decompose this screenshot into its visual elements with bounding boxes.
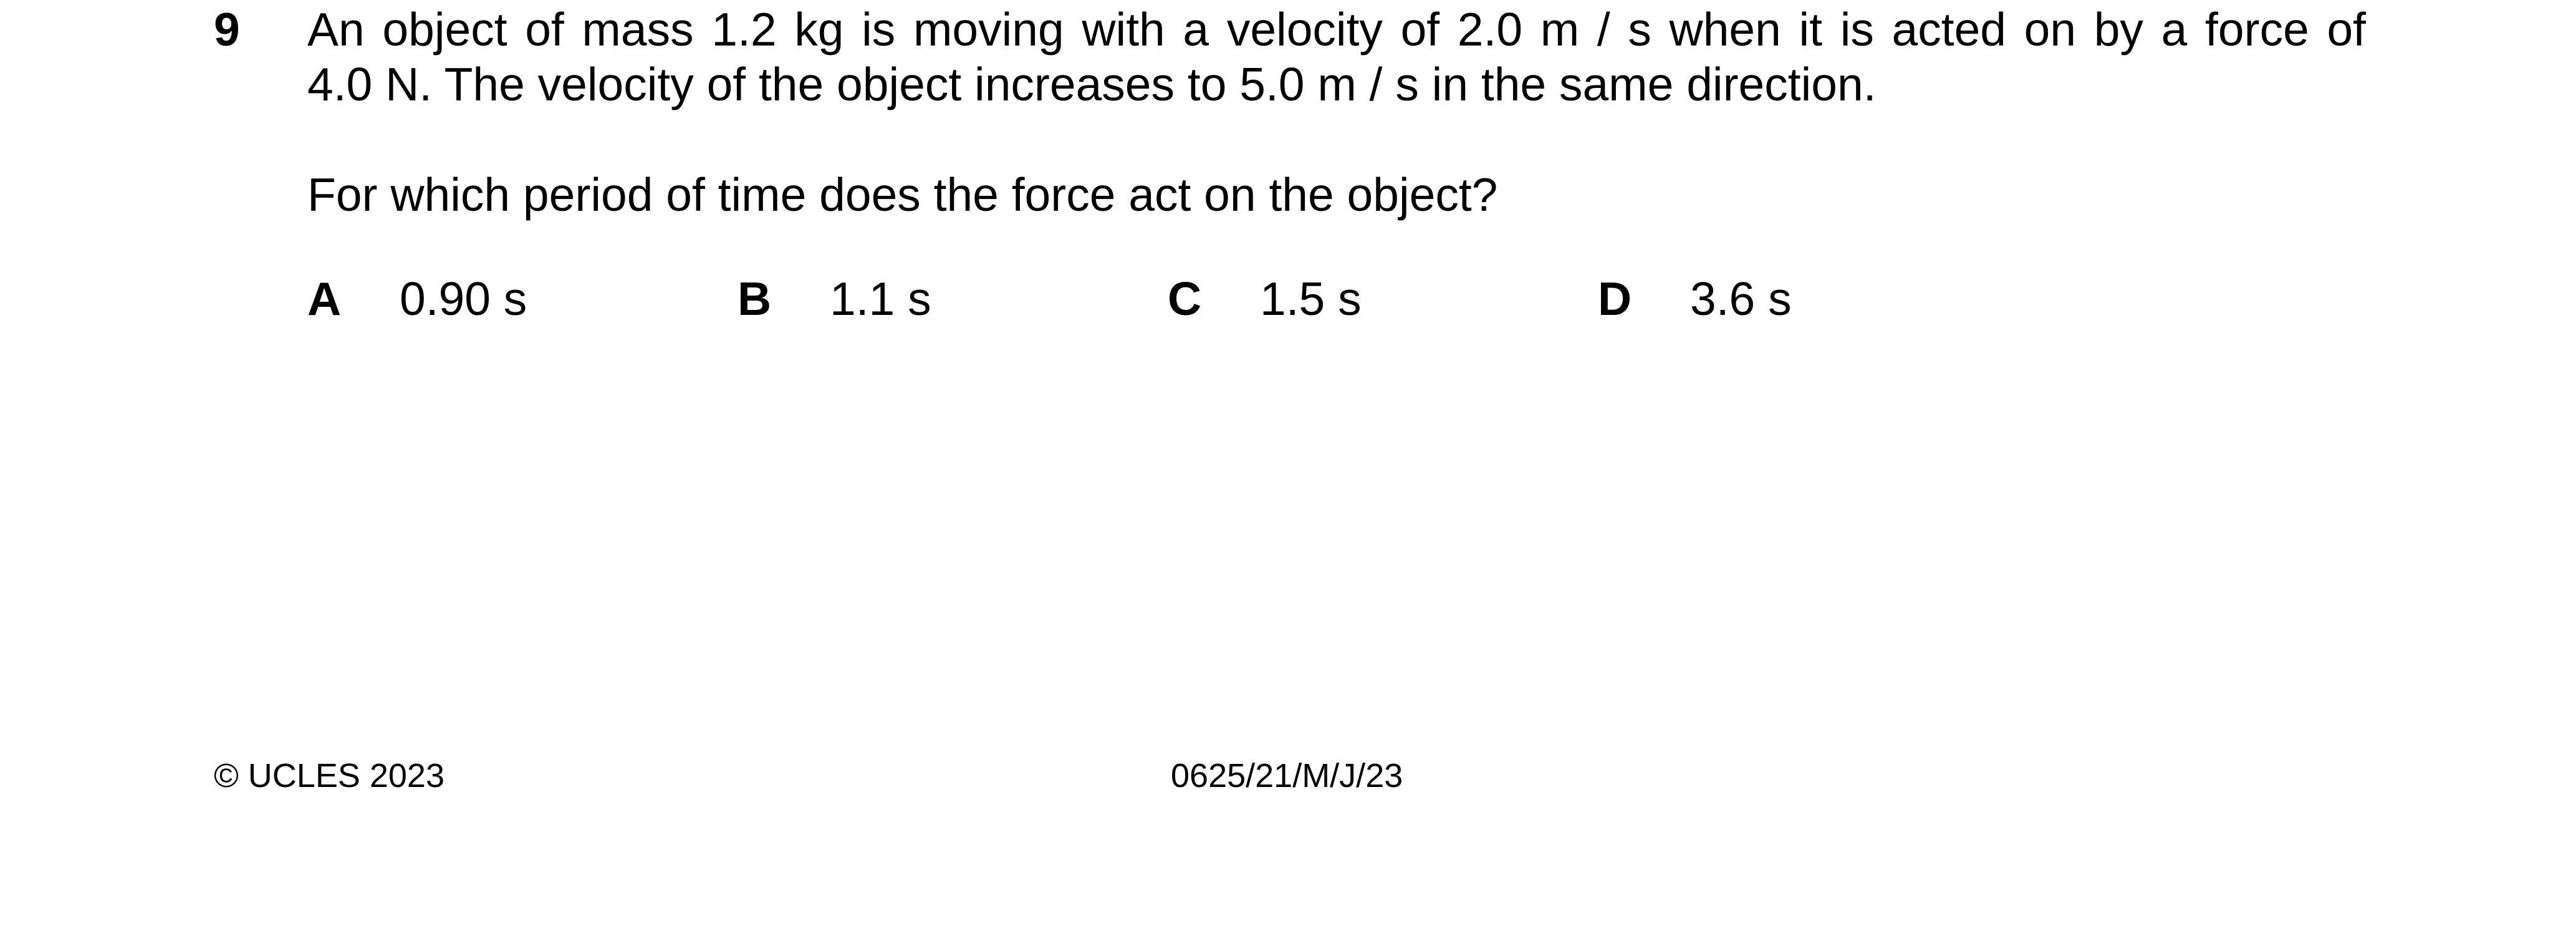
option-value: 1.1 s bbox=[830, 273, 931, 325]
footer-copyright: © UCLES 2023 bbox=[214, 757, 445, 794]
question-stem-line-2: 4.0 N. The velocity of the object increases to 5.0 m / s in the same direction. bbox=[307, 58, 1877, 110]
option-letter: C bbox=[1168, 273, 1202, 325]
question-number: 9 bbox=[214, 3, 240, 56]
option-value: 3.6 s bbox=[1690, 273, 1792, 325]
option-value: 0.90 s bbox=[400, 273, 527, 325]
option-letter: D bbox=[1598, 273, 1632, 325]
option-letter: A bbox=[307, 273, 342, 325]
option-value: 1.5 s bbox=[1260, 273, 1362, 325]
option-letter: B bbox=[738, 273, 772, 325]
question-stem-line-1: An object of mass 1.2 kg is moving with a velocity of 2.0 m / s when it is acted on by a force of bbox=[307, 3, 2366, 56]
footer-paper-code: 0625/21/M/J/23 bbox=[1171, 757, 1403, 794]
question-prompt: For which period of time does the force act on the object? bbox=[307, 168, 1498, 221]
